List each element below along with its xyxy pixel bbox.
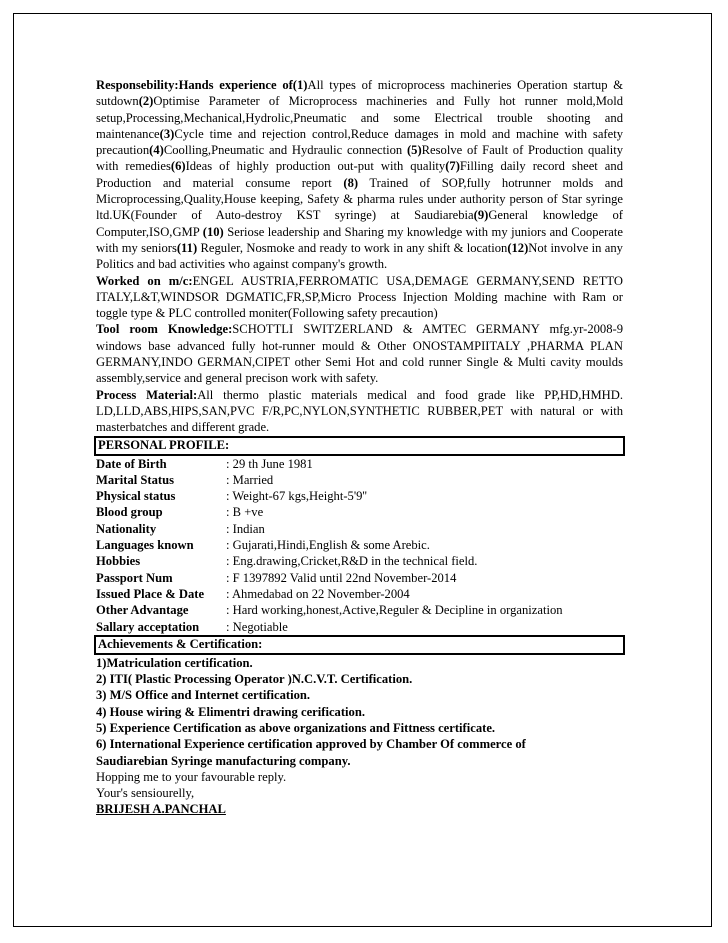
profile-value: : Indian	[226, 521, 265, 536]
resp-text: All types of microprocess machineries Operation startup & sutdown	[96, 78, 623, 109]
profile-label: Hobbies	[96, 554, 141, 569]
achievement-item: 2) ITI( Plastic Processing Operator )N.C.V.T. Certification.	[96, 672, 413, 687]
personal-profile-table	[96, 456, 623, 635]
profile-row	[96, 521, 623, 537]
resp-text: Cycle time and rejection control,Reduce damages in mold and machine with safety precaution	[96, 126, 623, 158]
profile-value: : Ahmedabad on 22 November-2004	[226, 586, 410, 601]
resp-text: Resolve of Fault of Production quality with remedies	[96, 143, 624, 174]
profile-row	[96, 504, 623, 520]
tool-room-text: SCHOTTLI SWITZERLAND & AMTEC GERMANY mfg.yr-2008-9 windows base advanced fully hot-runner mould & Other ONOSTAMPIITALY ,PHARMA PLAN GERMANY,INDO GERMAN,CIPET other Semi Hot and cold runner Single & Multi cavity moulds assembly,service and general precison work with safety.	[96, 322, 623, 386]
resp-text: Trained of SOP,fully hotrunner molds and Microprocessing,Quality,House keeping, Safety & pharma rules under authority person of Star syringe ltd.UK(Founder of Auto-destroy KST syringe) at Saudiarebia	[96, 175, 623, 223]
profile-value: : Weight-67 kgs,Height-5'9''	[226, 489, 367, 504]
achievement-item: 6) International Experience certification approved by Chamber Of commerce of	[96, 737, 526, 752]
profile-value: : Hard working,honest,Active,Reguler & Decipline in organization	[226, 603, 563, 618]
resp-marker: (11)	[176, 240, 198, 255]
profile-row	[96, 553, 623, 569]
resp-marker: Responsebility:Hands experience of(1)	[96, 78, 308, 92]
profile-row	[96, 570, 623, 586]
profile-row	[96, 488, 623, 504]
resp-marker: (5)	[406, 143, 422, 158]
profile-value: : Eng.drawing,Cricket,R&D in the technical field.	[226, 554, 478, 569]
profile-row	[96, 456, 623, 472]
profile-row	[96, 619, 623, 635]
resp-marker: (3)	[159, 126, 175, 141]
profile-row	[96, 472, 623, 488]
resp-marker: (7)	[445, 159, 460, 174]
closing-line: Hopping me to your favourable reply.	[96, 769, 287, 784]
resp-marker: (10)	[202, 224, 224, 239]
resp-marker: (4)	[149, 143, 164, 158]
resp-text: Reguler, Nosmoke and ready to work in any shift & location	[197, 240, 508, 255]
profile-label: Date of Birth	[96, 456, 167, 471]
resp-marker: (2)	[138, 94, 154, 109]
achievement-item: 3) M/S Office and Internet certification.	[96, 688, 311, 703]
profile-row	[96, 602, 623, 618]
profile-label: Physical status	[96, 489, 176, 504]
profile-label: Languages known	[96, 538, 194, 553]
achievement-item: 5) Experience Certification as above organizations and Fittness certificate.	[96, 720, 496, 735]
profile-value: : Negotiable	[226, 619, 288, 634]
resp-text: Optimise Parameter of Microprocess machineries and Fully hot runner mold,Mold setup,Processing,Mechanical,Hydrolic,Pneumatic and some Electrical trouble shooting and maintenance	[96, 94, 623, 141]
worked-on-text: ENGEL AUSTRIA,FERROMATIC USA,DEMAGE GERMANY,SEND RETTO ITALY,L&T,WINDSOR DGMATIC,FR,SP,Micro Process Injection Molding machine with Ram or toggle type & PLC controlled moniter(Following safety precaution)	[96, 273, 623, 321]
tool-room-paragraph	[96, 321, 623, 386]
achievement-item: 4) House wiring & Elimentri drawing cerification.	[96, 704, 365, 719]
signature-line	[96, 801, 623, 817]
profile-value: : Married	[226, 472, 274, 487]
resp-text: Ideas of highly production out-put with quality	[185, 159, 446, 174]
resume-body	[96, 77, 623, 818]
achievement-item: 1)Matriculation certification.	[96, 655, 253, 670]
profile-label: Sallary acceptation	[96, 619, 200, 634]
worked-on-paragraph	[96, 273, 623, 322]
process-material-text: All thermo plastic materials medical and food grade like PP,HD,HMHD. LD,LLD,ABS,HIPS,SAN,PVC F/R,PC,NYLON,SYNTHETIC RUBBER,PET with natural or with masterbatches and different grade.	[96, 387, 624, 435]
worked-on-label: Worked on m/c:	[96, 273, 193, 288]
profile-value: : 29 th June 1981	[226, 456, 313, 471]
resp-text: Coolling,Pneumatic and Hydraulic connection	[163, 143, 407, 158]
resp-marker: (6)	[170, 159, 186, 174]
resp-text: Not involve in any Politics and bad activities who against company's growth.	[96, 240, 623, 272]
closing-salutation: Your's sensiourelly,	[96, 786, 195, 801]
profile-value: : F 1397892 Valid until 22nd November-2014	[226, 570, 457, 585]
process-material-paragraph	[96, 387, 623, 436]
resp-marker: (9)	[473, 208, 489, 223]
personal-profile-heading: PERSONAL PROFILE:	[94, 436, 625, 456]
profile-label: Passport Num	[96, 570, 173, 585]
profile-label: Blood group	[96, 505, 163, 520]
profile-label: Other Advantage	[96, 603, 189, 618]
resp-marker: (8)	[343, 175, 359, 190]
process-material-label: Process Material:	[96, 387, 198, 402]
achievements-heading: Achievements & Certification:	[94, 635, 625, 655]
resp-text: General knowledge of Computer,ISO,GMP	[96, 208, 624, 239]
profile-row	[96, 586, 623, 602]
profile-value: : B +ve	[226, 505, 264, 520]
responsibility-paragraph	[96, 77, 623, 273]
profile-value: : Gujarati,Hindi,English & some Arebic.	[226, 538, 430, 553]
tool-room-label: Tool room Knowledge:	[96, 322, 233, 337]
resp-text: Filling daily record sheet and Production and material consume report	[96, 159, 623, 190]
achievements-list	[96, 655, 623, 769]
profile-label: Nationality	[96, 521, 157, 536]
resp-text: Seriose leadership and Sharing my knowledge with my juniors and Cooperate with my seniors	[96, 224, 623, 255]
signature-name: BRIJESH A.PANCHAL	[96, 802, 226, 817]
profile-label: Marital Status	[96, 472, 175, 487]
resp-marker: (12)	[507, 240, 529, 255]
achievement-item: Saudiarebian Syringe manufacturing company.	[96, 753, 351, 768]
profile-row	[96, 537, 623, 553]
profile-label: Issued Place & Date	[96, 586, 205, 601]
